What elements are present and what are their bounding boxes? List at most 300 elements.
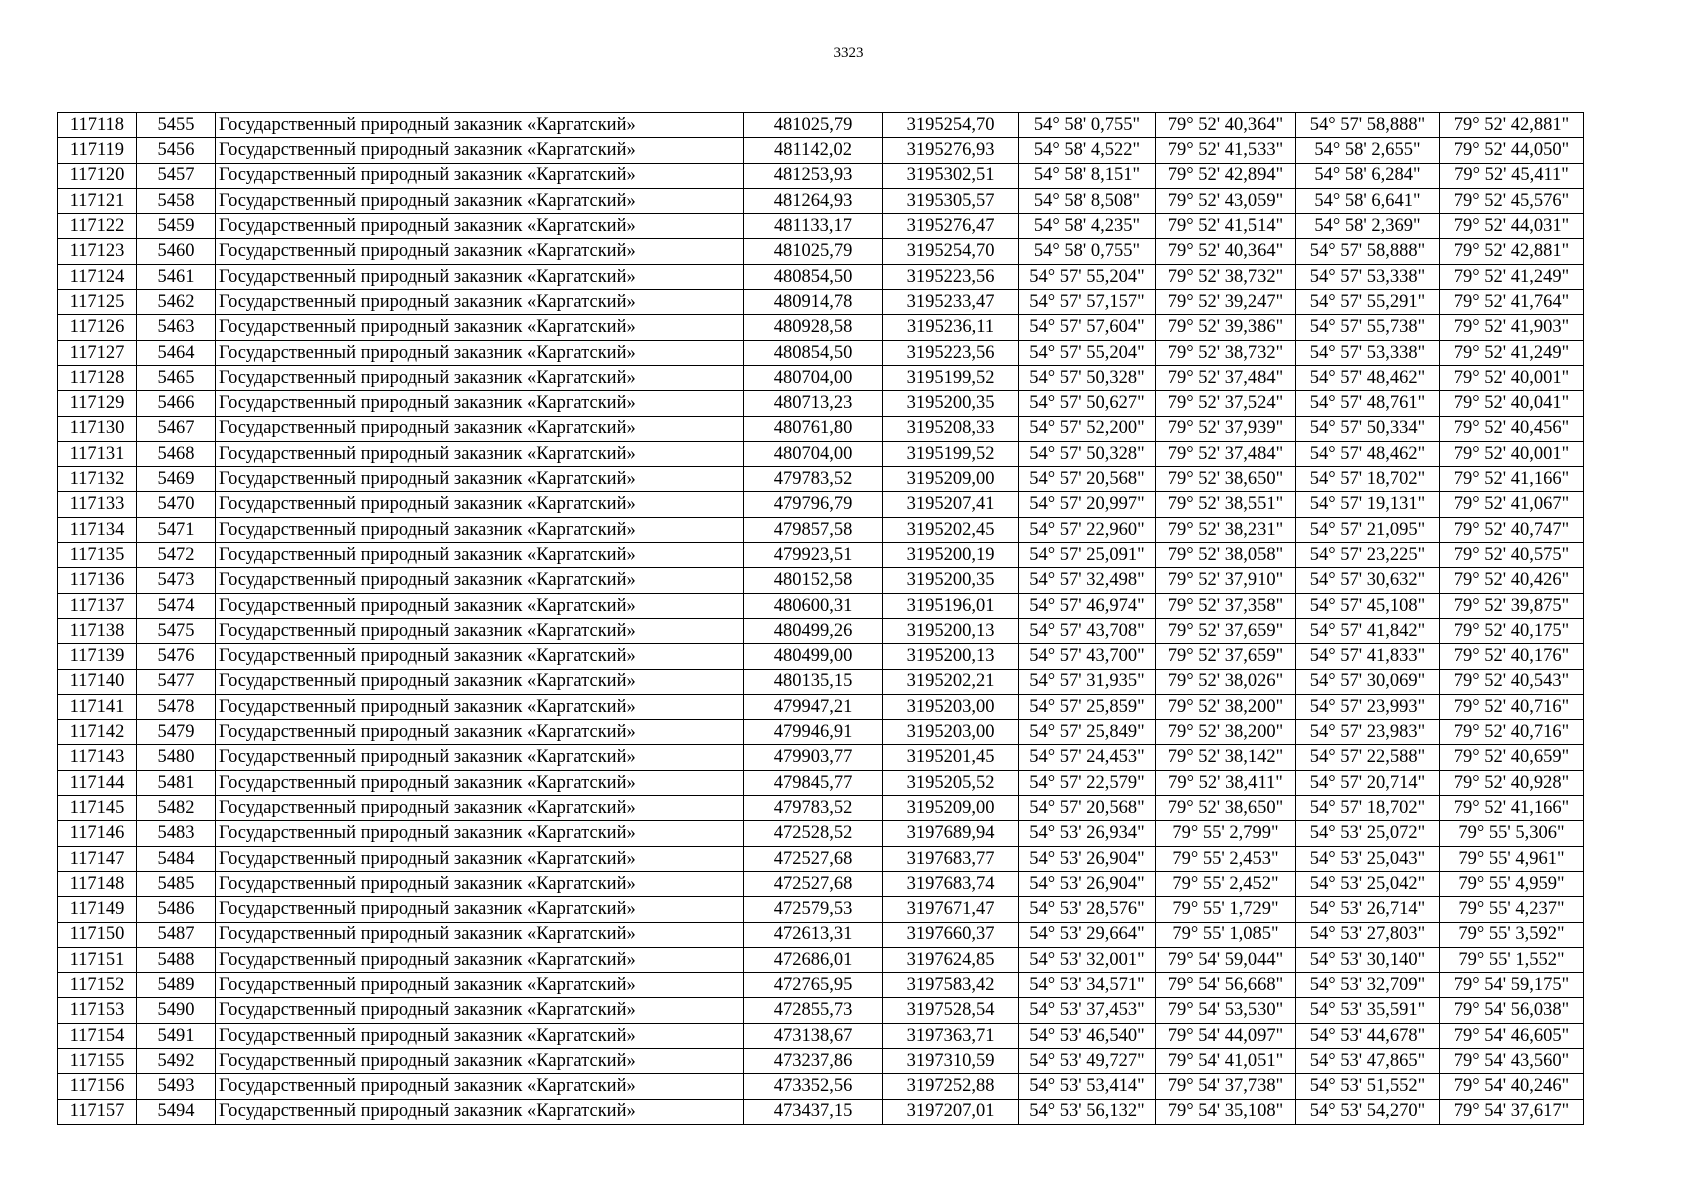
latitude-2-cell: 54° 53' 32,709" [1296, 973, 1440, 998]
y-coordinate-cell: 3195202,45 [883, 517, 1019, 542]
y-coordinate-cell: 3195203,00 [883, 720, 1019, 745]
latitude-2-cell: 54° 53' 30,140" [1296, 947, 1440, 972]
protected-area-name-cell: Государственный природный заказник «Каргатский» [216, 1048, 744, 1073]
row-id-cell: 117147 [58, 846, 137, 871]
table-row [58, 770, 1584, 795]
longitude-2-cell: 79° 54' 56,038" [1440, 998, 1584, 1023]
longitude-2-cell: 79° 52' 40,928" [1440, 770, 1584, 795]
latitude-2-cell: 54° 57' 22,588" [1296, 745, 1440, 770]
longitude-1-cell: 79° 54' 53,530" [1156, 998, 1296, 1023]
latitude-2-cell: 54° 53' 35,591" [1296, 998, 1440, 1023]
latitude-1-cell: 54° 53' 32,001" [1019, 947, 1156, 972]
latitude-1-cell: 54° 57' 57,157" [1019, 290, 1156, 315]
row-id-cell: 117154 [58, 1023, 137, 1048]
row-id-cell: 117157 [58, 1099, 137, 1124]
longitude-2-cell: 79° 55' 5,306" [1440, 821, 1584, 846]
latitude-1-cell: 54° 57' 31,935" [1019, 669, 1156, 694]
longitude-2-cell: 79° 52' 45,576" [1440, 188, 1584, 213]
x-coordinate-cell: 472613,31 [744, 922, 883, 947]
y-coordinate-cell: 3195200,13 [883, 644, 1019, 669]
latitude-2-cell: 54° 53' 54,270" [1296, 1099, 1440, 1124]
row-id-cell: 117123 [58, 239, 137, 264]
x-coordinate-cell: 480854,50 [744, 264, 883, 289]
table-row [58, 1099, 1584, 1124]
latitude-1-cell: 54° 58' 0,755" [1019, 113, 1156, 138]
y-coordinate-cell: 3195276,47 [883, 214, 1019, 239]
x-coordinate-cell: 480928,58 [744, 315, 883, 340]
protected-area-name-cell: Государственный природный заказник «Каргатский» [216, 315, 744, 340]
row-id-cell: 117127 [58, 340, 137, 365]
x-coordinate-cell: 481253,93 [744, 163, 883, 188]
row-id-cell: 117140 [58, 669, 137, 694]
latitude-2-cell: 54° 57' 55,291" [1296, 290, 1440, 315]
latitude-1-cell: 54° 57' 20,997" [1019, 492, 1156, 517]
latitude-1-cell: 54° 53' 46,540" [1019, 1023, 1156, 1048]
point-number-cell: 5470 [137, 492, 216, 517]
row-id-cell: 117145 [58, 796, 137, 821]
x-coordinate-cell: 479947,21 [744, 694, 883, 719]
x-coordinate-cell: 481133,17 [744, 214, 883, 239]
protected-area-name-cell: Государственный природный заказник «Каргатский» [216, 391, 744, 416]
x-coordinate-cell: 481025,79 [744, 239, 883, 264]
table-row [58, 340, 1584, 365]
point-number-cell: 5461 [137, 264, 216, 289]
latitude-2-cell: 54° 57' 21,095" [1296, 517, 1440, 542]
longitude-2-cell: 79° 55' 4,237" [1440, 897, 1584, 922]
latitude-1-cell: 54° 57' 25,091" [1019, 543, 1156, 568]
latitude-1-cell: 54° 57' 55,204" [1019, 264, 1156, 289]
latitude-1-cell: 54° 58' 8,508" [1019, 188, 1156, 213]
protected-area-name-cell: Государственный природный заказник «Каргатский» [216, 214, 744, 239]
longitude-2-cell: 79° 52' 40,716" [1440, 720, 1584, 745]
longitude-1-cell: 79° 55' 2,453" [1156, 846, 1296, 871]
point-number-cell: 5457 [137, 163, 216, 188]
longitude-1-cell: 79° 55' 2,452" [1156, 871, 1296, 896]
latitude-1-cell: 54° 58' 8,151" [1019, 163, 1156, 188]
latitude-1-cell: 54° 58' 4,522" [1019, 138, 1156, 163]
table-row [58, 871, 1584, 896]
table-row [58, 467, 1584, 492]
point-number-cell: 5469 [137, 467, 216, 492]
row-id-cell: 117121 [58, 188, 137, 213]
table-row [58, 113, 1584, 138]
table-row [58, 264, 1584, 289]
longitude-2-cell: 79° 52' 40,001" [1440, 441, 1584, 466]
page-number: 3323 [833, 45, 864, 61]
protected-area-name-cell: Государственный природный заказник «Каргатский» [216, 568, 744, 593]
x-coordinate-cell: 472527,68 [744, 871, 883, 896]
point-number-cell: 5493 [137, 1074, 216, 1099]
point-number-cell: 5491 [137, 1023, 216, 1048]
table-row [58, 214, 1584, 239]
table-row [58, 897, 1584, 922]
longitude-1-cell: 79° 52' 38,650" [1156, 467, 1296, 492]
longitude-2-cell: 79° 55' 3,592" [1440, 922, 1584, 947]
y-coordinate-cell: 3197683,74 [883, 871, 1019, 896]
latitude-1-cell: 54° 57' 25,859" [1019, 694, 1156, 719]
latitude-2-cell: 54° 53' 47,865" [1296, 1048, 1440, 1073]
latitude-1-cell: 54° 57' 50,328" [1019, 365, 1156, 390]
latitude-2-cell: 54° 57' 48,462" [1296, 441, 1440, 466]
point-number-cell: 5464 [137, 340, 216, 365]
table-row [58, 543, 1584, 568]
protected-area-name-cell: Государственный природный заказник «Каргатский» [216, 770, 744, 795]
y-coordinate-cell: 3195209,00 [883, 796, 1019, 821]
latitude-2-cell: 54° 57' 48,462" [1296, 365, 1440, 390]
row-id-cell: 117143 [58, 745, 137, 770]
y-coordinate-cell: 3197660,37 [883, 922, 1019, 947]
point-number-cell: 5487 [137, 922, 216, 947]
longitude-2-cell: 79° 52' 41,166" [1440, 796, 1584, 821]
row-id-cell: 117137 [58, 593, 137, 618]
y-coordinate-cell: 3197310,59 [883, 1048, 1019, 1073]
x-coordinate-cell: 480761,80 [744, 416, 883, 441]
row-id-cell: 117134 [58, 517, 137, 542]
longitude-2-cell: 79° 52' 40,175" [1440, 618, 1584, 643]
latitude-2-cell: 54° 57' 30,069" [1296, 669, 1440, 694]
latitude-2-cell: 54° 57' 18,702" [1296, 796, 1440, 821]
point-number-cell: 5462 [137, 290, 216, 315]
point-number-cell: 5484 [137, 846, 216, 871]
row-id-cell: 117135 [58, 543, 137, 568]
protected-area-name-cell: Государственный природный заказник «Каргатский» [216, 543, 744, 568]
table-row [58, 745, 1584, 770]
x-coordinate-cell: 479923,51 [744, 543, 883, 568]
longitude-2-cell: 79° 52' 41,764" [1440, 290, 1584, 315]
x-coordinate-cell: 480499,00 [744, 644, 883, 669]
point-number-cell: 5471 [137, 517, 216, 542]
y-coordinate-cell: 3195223,56 [883, 340, 1019, 365]
latitude-2-cell: 54° 57' 23,983" [1296, 720, 1440, 745]
protected-area-name-cell: Государственный природный заказник «Каргатский» [216, 138, 744, 163]
point-number-cell: 5455 [137, 113, 216, 138]
longitude-1-cell: 79° 54' 37,738" [1156, 1074, 1296, 1099]
table-body [58, 113, 1584, 1125]
longitude-1-cell: 79° 52' 40,364" [1156, 113, 1296, 138]
x-coordinate-cell: 480704,00 [744, 365, 883, 390]
longitude-1-cell: 79° 55' 2,799" [1156, 821, 1296, 846]
latitude-2-cell: 54° 57' 41,842" [1296, 618, 1440, 643]
y-coordinate-cell: 3195205,52 [883, 770, 1019, 795]
row-id-cell: 117131 [58, 441, 137, 466]
longitude-1-cell: 79° 52' 38,732" [1156, 340, 1296, 365]
x-coordinate-cell: 480713,23 [744, 391, 883, 416]
x-coordinate-cell: 472527,68 [744, 846, 883, 871]
y-coordinate-cell: 3195209,00 [883, 467, 1019, 492]
longitude-1-cell: 79° 52' 37,910" [1156, 568, 1296, 593]
row-id-cell: 117142 [58, 720, 137, 745]
longitude-2-cell: 79° 52' 45,411" [1440, 163, 1584, 188]
latitude-1-cell: 54° 53' 26,904" [1019, 871, 1156, 896]
y-coordinate-cell: 3195200,13 [883, 618, 1019, 643]
longitude-1-cell: 79° 52' 43,059" [1156, 188, 1296, 213]
table-row [58, 669, 1584, 694]
longitude-2-cell: 79° 54' 37,617" [1440, 1099, 1584, 1124]
latitude-2-cell: 54° 57' 23,993" [1296, 694, 1440, 719]
x-coordinate-cell: 480854,50 [744, 340, 883, 365]
y-coordinate-cell: 3195233,47 [883, 290, 1019, 315]
table-row [58, 821, 1584, 846]
longitude-1-cell: 79° 52' 37,358" [1156, 593, 1296, 618]
protected-area-name-cell: Государственный природный заказник «Каргатский» [216, 163, 744, 188]
table-row [58, 138, 1584, 163]
row-id-cell: 117128 [58, 365, 137, 390]
table-row [58, 492, 1584, 517]
table-row [58, 922, 1584, 947]
protected-area-name-cell: Государственный природный заказник «Каргатский» [216, 1074, 744, 1099]
point-number-cell: 5485 [137, 871, 216, 896]
x-coordinate-cell: 472765,95 [744, 973, 883, 998]
y-coordinate-cell: 3195203,00 [883, 694, 1019, 719]
latitude-2-cell: 54° 57' 23,225" [1296, 543, 1440, 568]
row-id-cell: 117119 [58, 138, 137, 163]
table-row [58, 796, 1584, 821]
latitude-1-cell: 54° 57' 20,568" [1019, 796, 1156, 821]
point-number-cell: 5476 [137, 644, 216, 669]
row-id-cell: 117156 [58, 1074, 137, 1099]
protected-area-name-cell: Государственный природный заказник «Каргатский» [216, 745, 744, 770]
protected-area-name-cell: Государственный природный заказник «Каргатский» [216, 796, 744, 821]
protected-area-name-cell: Государственный природный заказник «Каргатский» [216, 593, 744, 618]
latitude-1-cell: 54° 57' 43,700" [1019, 644, 1156, 669]
y-coordinate-cell: 3195276,93 [883, 138, 1019, 163]
x-coordinate-cell: 480704,00 [744, 441, 883, 466]
longitude-1-cell: 79° 52' 38,058" [1156, 543, 1296, 568]
latitude-2-cell: 54° 58' 6,641" [1296, 188, 1440, 213]
latitude-1-cell: 54° 57' 50,627" [1019, 391, 1156, 416]
y-coordinate-cell: 3195199,52 [883, 365, 1019, 390]
y-coordinate-cell: 3195207,41 [883, 492, 1019, 517]
longitude-1-cell: 79° 52' 38,200" [1156, 720, 1296, 745]
latitude-2-cell: 54° 57' 20,714" [1296, 770, 1440, 795]
longitude-1-cell: 79° 54' 59,044" [1156, 947, 1296, 972]
latitude-2-cell: 54° 53' 44,678" [1296, 1023, 1440, 1048]
latitude-2-cell: 54° 57' 45,108" [1296, 593, 1440, 618]
latitude-1-cell: 54° 57' 20,568" [1019, 467, 1156, 492]
longitude-2-cell: 79° 52' 40,456" [1440, 416, 1584, 441]
longitude-2-cell: 79° 52' 40,575" [1440, 543, 1584, 568]
table-row [58, 517, 1584, 542]
y-coordinate-cell: 3197528,54 [883, 998, 1019, 1023]
longitude-1-cell: 79° 54' 35,108" [1156, 1099, 1296, 1124]
longitude-1-cell: 79° 52' 38,551" [1156, 492, 1296, 517]
latitude-2-cell: 54° 57' 18,702" [1296, 467, 1440, 492]
longitude-2-cell: 79° 52' 40,747" [1440, 517, 1584, 542]
latitude-2-cell: 54° 57' 48,761" [1296, 391, 1440, 416]
x-coordinate-cell: 479903,77 [744, 745, 883, 770]
longitude-2-cell: 79° 54' 43,560" [1440, 1048, 1584, 1073]
point-number-cell: 5456 [137, 138, 216, 163]
x-coordinate-cell: 481025,79 [744, 113, 883, 138]
longitude-2-cell: 79° 52' 40,176" [1440, 644, 1584, 669]
y-coordinate-cell: 3195208,33 [883, 416, 1019, 441]
longitude-1-cell: 79° 55' 1,085" [1156, 922, 1296, 947]
x-coordinate-cell: 473352,56 [744, 1074, 883, 1099]
row-id-cell: 117133 [58, 492, 137, 517]
point-number-cell: 5492 [137, 1048, 216, 1073]
longitude-1-cell: 79° 52' 38,200" [1156, 694, 1296, 719]
longitude-2-cell: 79° 52' 40,716" [1440, 694, 1584, 719]
table-row [58, 568, 1584, 593]
y-coordinate-cell: 3195254,70 [883, 113, 1019, 138]
point-number-cell: 5480 [137, 745, 216, 770]
y-coordinate-cell: 3195305,57 [883, 188, 1019, 213]
y-coordinate-cell: 3197363,71 [883, 1023, 1019, 1048]
protected-area-name-cell: Государственный природный заказник «Каргатский» [216, 467, 744, 492]
longitude-2-cell: 79° 52' 41,166" [1440, 467, 1584, 492]
longitude-2-cell: 79° 52' 41,249" [1440, 340, 1584, 365]
latitude-1-cell: 54° 53' 26,934" [1019, 821, 1156, 846]
table-row [58, 947, 1584, 972]
x-coordinate-cell: 479783,52 [744, 467, 883, 492]
table-row [58, 1074, 1584, 1099]
y-coordinate-cell: 3197207,01 [883, 1099, 1019, 1124]
point-number-cell: 5459 [137, 214, 216, 239]
longitude-2-cell: 79° 52' 41,903" [1440, 315, 1584, 340]
latitude-2-cell: 54° 53' 25,043" [1296, 846, 1440, 871]
row-id-cell: 117129 [58, 391, 137, 416]
latitude-1-cell: 54° 57' 25,849" [1019, 720, 1156, 745]
point-number-cell: 5488 [137, 947, 216, 972]
longitude-2-cell: 79° 52' 41,249" [1440, 264, 1584, 289]
longitude-1-cell: 79° 52' 39,386" [1156, 315, 1296, 340]
protected-area-name-cell: Государственный природный заказник «Каргатский» [216, 1099, 744, 1124]
y-coordinate-cell: 3195202,21 [883, 669, 1019, 694]
protected-area-name-cell: Государственный природный заказник «Каргатский» [216, 821, 744, 846]
latitude-1-cell: 54° 57' 55,204" [1019, 340, 1156, 365]
table-row [58, 1048, 1584, 1073]
y-coordinate-cell: 3195196,01 [883, 593, 1019, 618]
longitude-1-cell: 79° 52' 41,514" [1156, 214, 1296, 239]
row-id-cell: 117124 [58, 264, 137, 289]
table-row [58, 593, 1584, 618]
latitude-2-cell: 54° 53' 25,042" [1296, 871, 1440, 896]
latitude-1-cell: 54° 53' 49,727" [1019, 1048, 1156, 1073]
protected-area-name-cell: Государственный природный заказник «Каргатский» [216, 669, 744, 694]
protected-area-name-cell: Государственный природный заказник «Каргатский» [216, 720, 744, 745]
row-id-cell: 117120 [58, 163, 137, 188]
y-coordinate-cell: 3195200,19 [883, 543, 1019, 568]
point-number-cell: 5475 [137, 618, 216, 643]
row-id-cell: 117122 [58, 214, 137, 239]
x-coordinate-cell: 472579,53 [744, 897, 883, 922]
table-row [58, 998, 1584, 1023]
y-coordinate-cell: 3195200,35 [883, 568, 1019, 593]
x-coordinate-cell: 472855,73 [744, 998, 883, 1023]
latitude-1-cell: 54° 53' 28,576" [1019, 897, 1156, 922]
protected-area-name-cell: Государственный природный заказник «Каргатский» [216, 922, 744, 947]
longitude-2-cell: 79° 52' 40,041" [1440, 391, 1584, 416]
x-coordinate-cell: 473138,67 [744, 1023, 883, 1048]
row-id-cell: 117150 [58, 922, 137, 947]
latitude-1-cell: 54° 53' 56,132" [1019, 1099, 1156, 1124]
row-id-cell: 117130 [58, 416, 137, 441]
longitude-2-cell: 79° 52' 44,050" [1440, 138, 1584, 163]
longitude-2-cell: 79° 52' 44,031" [1440, 214, 1584, 239]
point-number-cell: 5468 [137, 441, 216, 466]
latitude-1-cell: 54° 53' 29,664" [1019, 922, 1156, 947]
latitude-2-cell: 54° 57' 58,888" [1296, 239, 1440, 264]
point-number-cell: 5483 [137, 821, 216, 846]
latitude-2-cell: 54° 57' 50,334" [1296, 416, 1440, 441]
row-id-cell: 117148 [58, 871, 137, 896]
protected-area-name-cell: Государственный природный заказник «Каргатский» [216, 947, 744, 972]
latitude-2-cell: 54° 57' 58,888" [1296, 113, 1440, 138]
table-row [58, 188, 1584, 213]
longitude-1-cell: 79° 54' 56,668" [1156, 973, 1296, 998]
point-number-cell: 5467 [137, 416, 216, 441]
x-coordinate-cell: 479796,79 [744, 492, 883, 517]
longitude-2-cell: 79° 54' 40,246" [1440, 1074, 1584, 1099]
longitude-1-cell: 79° 52' 38,411" [1156, 770, 1296, 795]
table-row [58, 315, 1584, 340]
latitude-2-cell: 54° 53' 51,552" [1296, 1074, 1440, 1099]
longitude-2-cell: 79° 52' 40,659" [1440, 745, 1584, 770]
table-row [58, 290, 1584, 315]
latitude-2-cell: 54° 58' 6,284" [1296, 163, 1440, 188]
latitude-1-cell: 54° 58' 4,235" [1019, 214, 1156, 239]
point-number-cell: 5490 [137, 998, 216, 1023]
row-id-cell: 117138 [58, 618, 137, 643]
row-id-cell: 117125 [58, 290, 137, 315]
x-coordinate-cell: 481264,93 [744, 188, 883, 213]
coordinates-table [57, 112, 1584, 1125]
latitude-2-cell: 54° 57' 30,632" [1296, 568, 1440, 593]
y-coordinate-cell: 3197252,88 [883, 1074, 1019, 1099]
point-number-cell: 5465 [137, 365, 216, 390]
longitude-1-cell: 79° 52' 38,026" [1156, 669, 1296, 694]
row-id-cell: 117141 [58, 694, 137, 719]
longitude-1-cell: 79° 52' 37,939" [1156, 416, 1296, 441]
protected-area-name-cell: Государственный природный заказник «Каргатский» [216, 264, 744, 289]
latitude-1-cell: 54° 53' 53,414" [1019, 1074, 1156, 1099]
latitude-2-cell: 54° 57' 41,833" [1296, 644, 1440, 669]
protected-area-name-cell: Государственный природный заказник «Каргатский» [216, 340, 744, 365]
longitude-2-cell: 79° 54' 59,175" [1440, 973, 1584, 998]
row-id-cell: 117139 [58, 644, 137, 669]
x-coordinate-cell: 480600,31 [744, 593, 883, 618]
latitude-1-cell: 54° 57' 22,579" [1019, 770, 1156, 795]
table-row [58, 720, 1584, 745]
protected-area-name-cell: Государственный природный заказник «Каргатский» [216, 871, 744, 896]
table-row [58, 618, 1584, 643]
latitude-2-cell: 54° 53' 25,072" [1296, 821, 1440, 846]
y-coordinate-cell: 3195200,35 [883, 391, 1019, 416]
longitude-2-cell: 79° 55' 1,552" [1440, 947, 1584, 972]
longitude-2-cell: 79° 55' 4,959" [1440, 871, 1584, 896]
protected-area-name-cell: Государственный природный заказник «Каргатский» [216, 694, 744, 719]
longitude-1-cell: 79° 52' 38,142" [1156, 745, 1296, 770]
latitude-1-cell: 54° 57' 57,604" [1019, 315, 1156, 340]
protected-area-name-cell: Государственный природный заказник «Каргатский» [216, 188, 744, 213]
point-number-cell: 5477 [137, 669, 216, 694]
x-coordinate-cell: 479783,52 [744, 796, 883, 821]
longitude-1-cell: 79° 52' 42,894" [1156, 163, 1296, 188]
x-coordinate-cell: 473237,86 [744, 1048, 883, 1073]
longitude-1-cell: 79° 52' 40,364" [1156, 239, 1296, 264]
y-coordinate-cell: 3195236,11 [883, 315, 1019, 340]
latitude-2-cell: 54° 57' 19,131" [1296, 492, 1440, 517]
longitude-1-cell: 79° 52' 37,659" [1156, 618, 1296, 643]
row-id-cell: 117149 [58, 897, 137, 922]
longitude-2-cell: 79° 52' 39,875" [1440, 593, 1584, 618]
row-id-cell: 117144 [58, 770, 137, 795]
y-coordinate-cell: 3197689,94 [883, 821, 1019, 846]
point-number-cell: 5494 [137, 1099, 216, 1124]
y-coordinate-cell: 3195199,52 [883, 441, 1019, 466]
y-coordinate-cell: 3197583,42 [883, 973, 1019, 998]
latitude-1-cell: 54° 57' 50,328" [1019, 441, 1156, 466]
